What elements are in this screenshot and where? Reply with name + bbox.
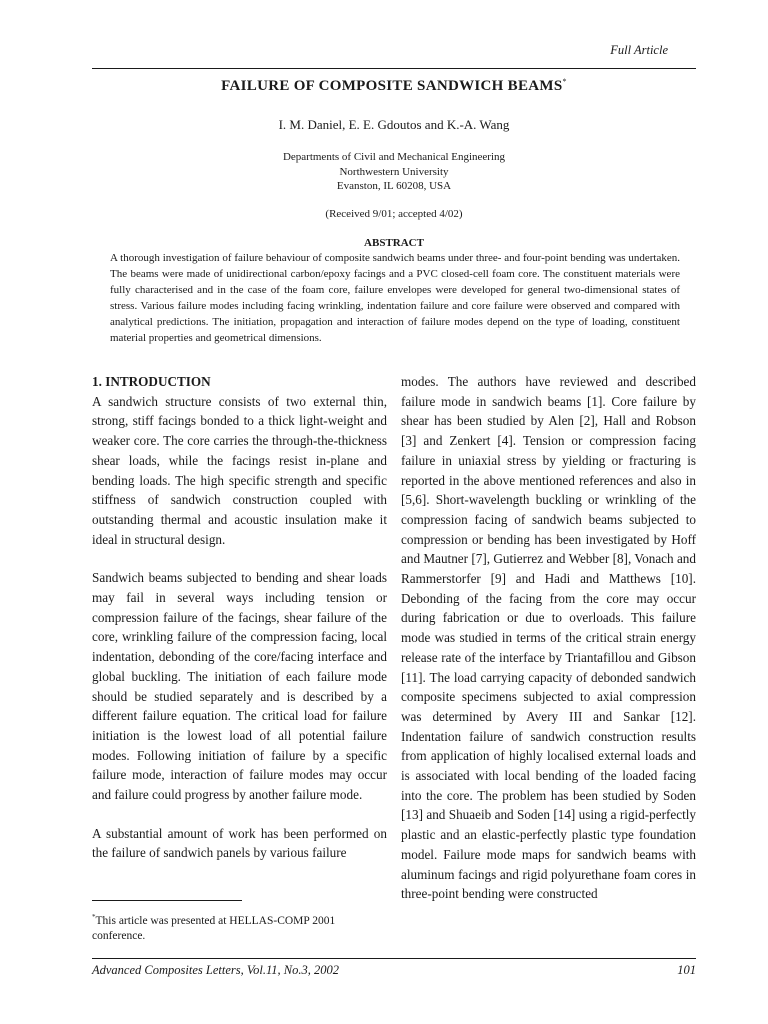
affiliation-line: Departments of Civil and Mechanical Engineering [282, 151, 506, 163]
footnote-rule [92, 900, 242, 901]
paragraph: A substantial amount of work has been performed on the failure of sandwich panels by various failure [92, 825, 387, 861]
affiliation-line: Evanston, IL 60208, USA [336, 180, 452, 192]
footnote-text: This article was presented at HELLAS-COMP 2001 conference. [92, 914, 336, 942]
page-number: 101 [677, 963, 696, 977]
affiliation [92, 150, 696, 194]
abstract-heading: ABSTRACT [364, 237, 424, 249]
article-type-label: Full Article [610, 43, 668, 57]
abstract-body: A thorough investigation of failure behaviour of composite sandwich beams under three- and four-point bending was undertaken. The beams were made of unidirectional carbon/epoxy facings and a PVC closed-cell foam core. The constituent materials were fully characterised and in the case of the foam core, failure envelopes were developed for general two-dimensional states of stress. Various failure modes including facing wrinkling, indentation failure and core failure were observed and compared with analytical predictions. The initiation, propagation and interaction of failure modes depend on the type of loading, constituent material properties and geometrical dimensions. [110, 252, 680, 344]
paragraph: modes. The authors have reviewed and described failure mode in sandwich beams [1]. Core failure by shear has been studied by Alen [2], Hall and Robson [3] and Zenkert [4]. Tension or compression facing failure in uniaxial stress by yielding or fracturing is reported in the above mentioned references and also in [5,6]. Short-wavelength buckling or wrinkling of the compression facing of sandwich beams subjected to compression or bending has been investigated by Hoff and Mautner [7], Gutierrez and Webber [8], Vonach and Rammerstorfer [9] and Hadi and Matthews [10]. Debonding of the facing from the core may occur during fabrication or due to overloads. This failure mode was studied in terms of the critical strain energy release rate of the interface by Triantafillou and Gibson [11]. The load carrying capacity of debonded sandwich composite specimens subjected to axial compression was determined by Avery III and Sankar [12]. Indentation failure of sandwich construction results from application of highly localised external loads and is associated with local bending of the loaded facing into the core. The problem has been studied by Soden [13] and Shuaeib and Soden [14] using a rigid-perfectly plastic and an elastic-perfectly plastic type foundation model. Failure mode maps for sandwich beams with aluminum facings and rigid polyurethane foam cores in three-point bending were constructed [401, 374, 696, 902]
title-footnote-mark: * [562, 77, 567, 86]
paragraph: A sandwich structure consists of two external thin, strong, stiff facings bonded to a thick light-weight and weaker core. The core carries the through-the-thickness shear loads, while the facings resist in-plane and bending loads. The high specific strength and specific stiffness of sandwich construction coupled with outstanding thermal and acoustic insulation make it ideal in structural design. [92, 393, 387, 547]
journal-citation: Advanced Composites Letters, Vol.11, No.3, 2002 [92, 963, 339, 977]
affiliation-line: Northwestern University [339, 165, 449, 178]
received-dates: (Received 9/01; accepted 4/02) [325, 208, 463, 220]
section-heading: 1. INTRODUCTION [92, 374, 211, 389]
left-column [92, 372, 387, 882]
footer-rule [92, 958, 696, 959]
header-rule [92, 68, 696, 69]
author-list: I. M. Daniel, E. E. Gdoutos and K.-A. Wang [278, 117, 510, 132]
footnote-mark: * [92, 913, 96, 921]
right-column [401, 372, 696, 904]
footnote [92, 910, 387, 944]
paragraph: Sandwich beams subjected to bending and shear loads may fail in several ways including tension or compression failure of the facings, shear failure of the core, wrinkling failure of the compression facing, local indentation, debonding of the core/facing interface and global buckling. The initiation of each failure mode should be studied separately and is described by a different failure equation. The critical load for failure initiation is the lowest load of all potential failure modes. Following initiation of failure by a specific failure mode, interaction of failure modes may occur and failure could progress by another failure mode. [92, 570, 387, 803]
paper-title [92, 77, 696, 95]
paper-title-text: FAILURE OF COMPOSITE SANDWICH BEAMS [221, 78, 563, 94]
